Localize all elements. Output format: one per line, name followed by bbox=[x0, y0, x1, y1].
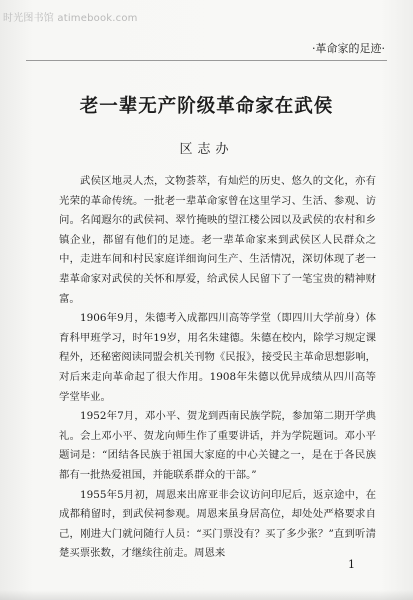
header-rule bbox=[26, 60, 387, 61]
article-body bbox=[59, 172, 376, 564]
site-watermark: 时光图书馆 atimebook.com bbox=[3, 13, 138, 24]
paragraph-zhu-de: 1906年9月，朱德考入成都四川高等学堂（即四川大学前身）体育科甲班学习，时年19岁，用名朱建德。朱德在校内，除学习规定课程外，还秘密阅读同盟会机关刊物《民报》，接受民主革命思想影响，对后来走向革命起了很大作用。1908年朱德以优异成绩从四川高等学堂毕业。 bbox=[59, 312, 376, 403]
article-title: 老一辈无产阶级革命家在武侯 bbox=[79, 96, 334, 117]
paragraph-intro: 武侯区地灵人杰，文物荟萃，有灿烂的历史、悠久的文化，亦有光荣的革命传统。一批老一辈革命家曾在这里学习、生活、参观、访问。名闻遐尔的武侯祠、翠竹掩映的望江楼公园以及武侯的农村和乡镇企业，都留有他们的足迹。老一辈革命家来到武侯区人民群众之中，走进车间和村民家庭详细询问生产、生活情况，深切体现了老一辈革命家对武侯的关怀和厚爱，给武侯人民留下了一笔宝贵的精神财富。 bbox=[59, 175, 376, 305]
running-head: ·革命家的足迹· bbox=[312, 42, 385, 55]
page-number: 1 bbox=[348, 558, 355, 571]
article-author: 区志办 bbox=[179, 142, 234, 157]
scan-bottom-edge bbox=[0, 590, 413, 600]
paragraph-deng-he: 1952年7月，邓小平、贺龙到西南民族学院，参加第二期开学典礼。会上邓小平、贺龙向师生作了重要讲话，并为学院题词。邓小平题词是：“团结各民族于祖国大家庭的中心关键之一，是在于各民族都有一批热爱祖国，并能联系群众的干部。” bbox=[59, 410, 376, 481]
paragraph-zhou-enlai: 1955年5月初，周恩来出席亚非会议访问印尼后，返京途中，在成都稍留时，到武侯祠参观。周恩来虽身居高位，却处处严格要求自己，刚进大门就问随行人员：“买门票没有？买了多少张？”直到听清楚买票张数，才继续往前走。周恩来 bbox=[59, 488, 376, 560]
